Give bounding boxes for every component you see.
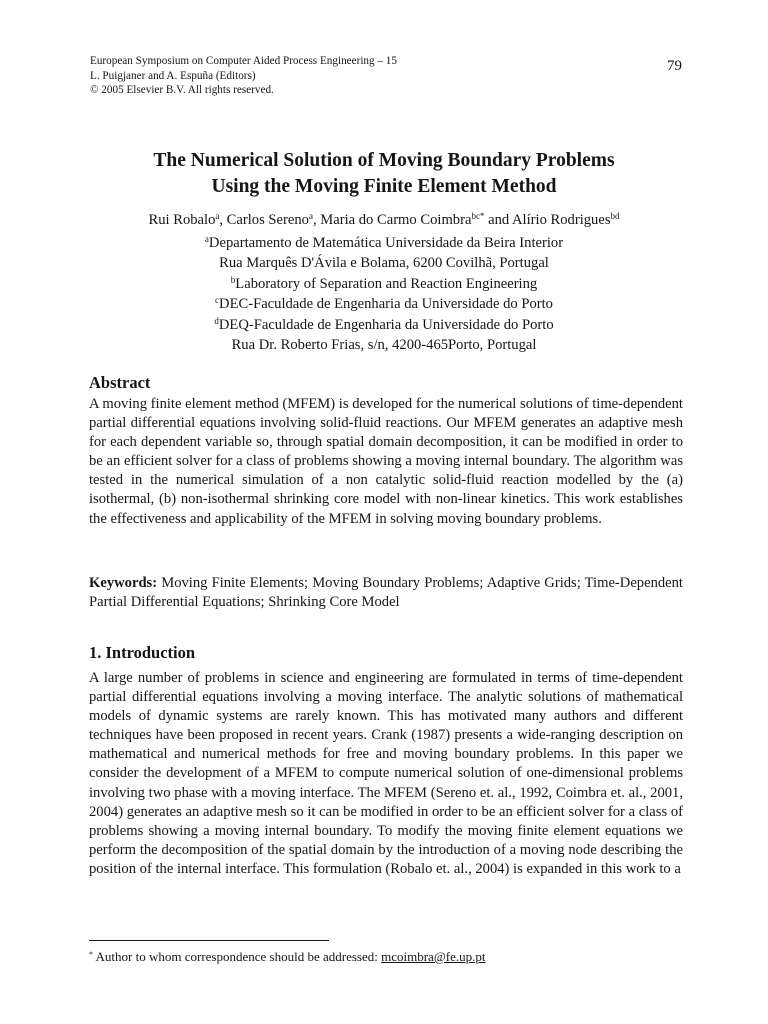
keywords (89, 574, 683, 612)
author-name: Rui Robalo (148, 212, 216, 228)
introduction-heading: 1. Introduction (89, 643, 196, 662)
author-affiliation-mark: bd (610, 211, 620, 221)
title-line-1: The Numerical Solution of Moving Boundary Problems (153, 150, 615, 171)
footnote-text: Author to whom correspondence should be addressed: (93, 949, 382, 964)
header-line-copyright: © 2005 Elsevier B.V. All rights reserved. (90, 84, 274, 96)
footnote-divider (89, 940, 329, 941)
affiliation-text: DEC-Faculdade de Engenharia da Universidade do Porto (219, 296, 553, 313)
author-affiliation-mark: a (215, 211, 220, 221)
abstract-text: A moving finite element method (MFEM) is developed for the numerical solutions of time-dependent partial differential equations involving solid-fluid reactions. Our MFEM generates an adaptive mesh for each dependent variable so, through spatial domain decomposition, it can be modified in order to be an efficient solver for a class of problems showing a moving internal boundary. The algorithm was tested in the numerical simulation of a non catalytic solid-fluid reaction modelled by the (a) isothermal, (b) non-isothermal shrinking core model with non-linear kinetics. This work establishes the effectiveness and applicability of the MFEM in solving moving boundary problems. (89, 396, 683, 527)
affiliation-text: Departamento de Matemática Universidade da Beira Interior (208, 235, 564, 251)
keywords-label: Keywords: (89, 575, 158, 591)
author-name: Alírio Rodrigues (512, 212, 611, 228)
introduction-text: A large number of problems in science and engineering are formulated in terms of time-dependent partial differential equations involving a moving interface. The analytic solutions of mathematical models of dynamic systems are rarely known. This has motivated many authors and different techniques have been proposed in recent years. Crank (1987) presents a wide-ranging description on mathematical and numerical methods for free and moving boundary problems. In this paper we consider the development of a MFEM to compute numerical solution of one-dimensional problems involving two phase with a moving interface. The MFEM (Sereno et. al., 1992, Coimbra et. al., 2001, 2004) generates an adaptive mesh so it can be modified in order to be an efficient solver for a class of problems showing a moving internal boundary. To modify the moving finite element equations we perform the decomposition of the spatial domain by the introduction of a moving node describing the position of the internal interface. This formulation (Robalo et. al., 2004) is expanded in this work to a (89, 670, 683, 877)
footnote (89, 949, 486, 965)
footnote-mark: * (89, 950, 93, 959)
affiliation-text: Rua Dr. Roberto Frias, s/n, 4200-465Porto, Portugal (231, 337, 537, 354)
author-separator: , (312, 212, 321, 228)
affiliation-line (60, 294, 708, 314)
author-affiliation-mark: a (308, 211, 313, 221)
page-number: 79 (667, 58, 682, 74)
affiliation-mark: a (204, 234, 209, 244)
affiliations (60, 233, 708, 355)
affiliation-text: Laboratory of Separation and Reaction Engineering (235, 275, 538, 292)
correspondence-email-link[interactable]: mcoimbra@fe.up.pt (381, 949, 486, 964)
keywords-text: Moving Finite Elements; Moving Boundary Problems; Adaptive Grids; Time-Dependent Partial Differential Equations; Shrinking Core Model (89, 575, 683, 611)
affiliation-mark: c (215, 295, 220, 306)
author-affiliation-mark: bc* (471, 211, 485, 221)
affiliation-line (60, 274, 708, 294)
affiliation-text: Rua Marquês D'Ávila e Bolama, 6200 Covilhã, Portugal (219, 255, 549, 272)
affiliation-mark: b (230, 274, 236, 285)
header-line-editors: L. Puigjaner and A. Espuña (Editors) (90, 69, 256, 82)
header-line-conference: European Symposium on Computer Aided Process Engineering – 15 (90, 55, 397, 67)
affiliation-line (60, 315, 708, 335)
paper-title (60, 148, 708, 200)
abstract-heading: Abstract (89, 373, 151, 392)
affiliation-line (60, 233, 708, 253)
author-separator: , (219, 212, 227, 228)
author-name: Carlos Sereno (226, 212, 309, 228)
affiliation-mark: d (214, 315, 219, 326)
author-list (40, 211, 728, 229)
author-separator: and (484, 212, 512, 228)
affiliation-line (60, 253, 708, 273)
title-line-2: Using the Moving Finite Element Method (211, 176, 557, 197)
conference-header (90, 54, 690, 98)
affiliation-text: DEQ-Faculdade de Engenharia da Universidade do Porto (218, 316, 554, 333)
affiliation-line (60, 335, 708, 355)
author-name: Maria do Carmo Coimbra (320, 212, 472, 228)
